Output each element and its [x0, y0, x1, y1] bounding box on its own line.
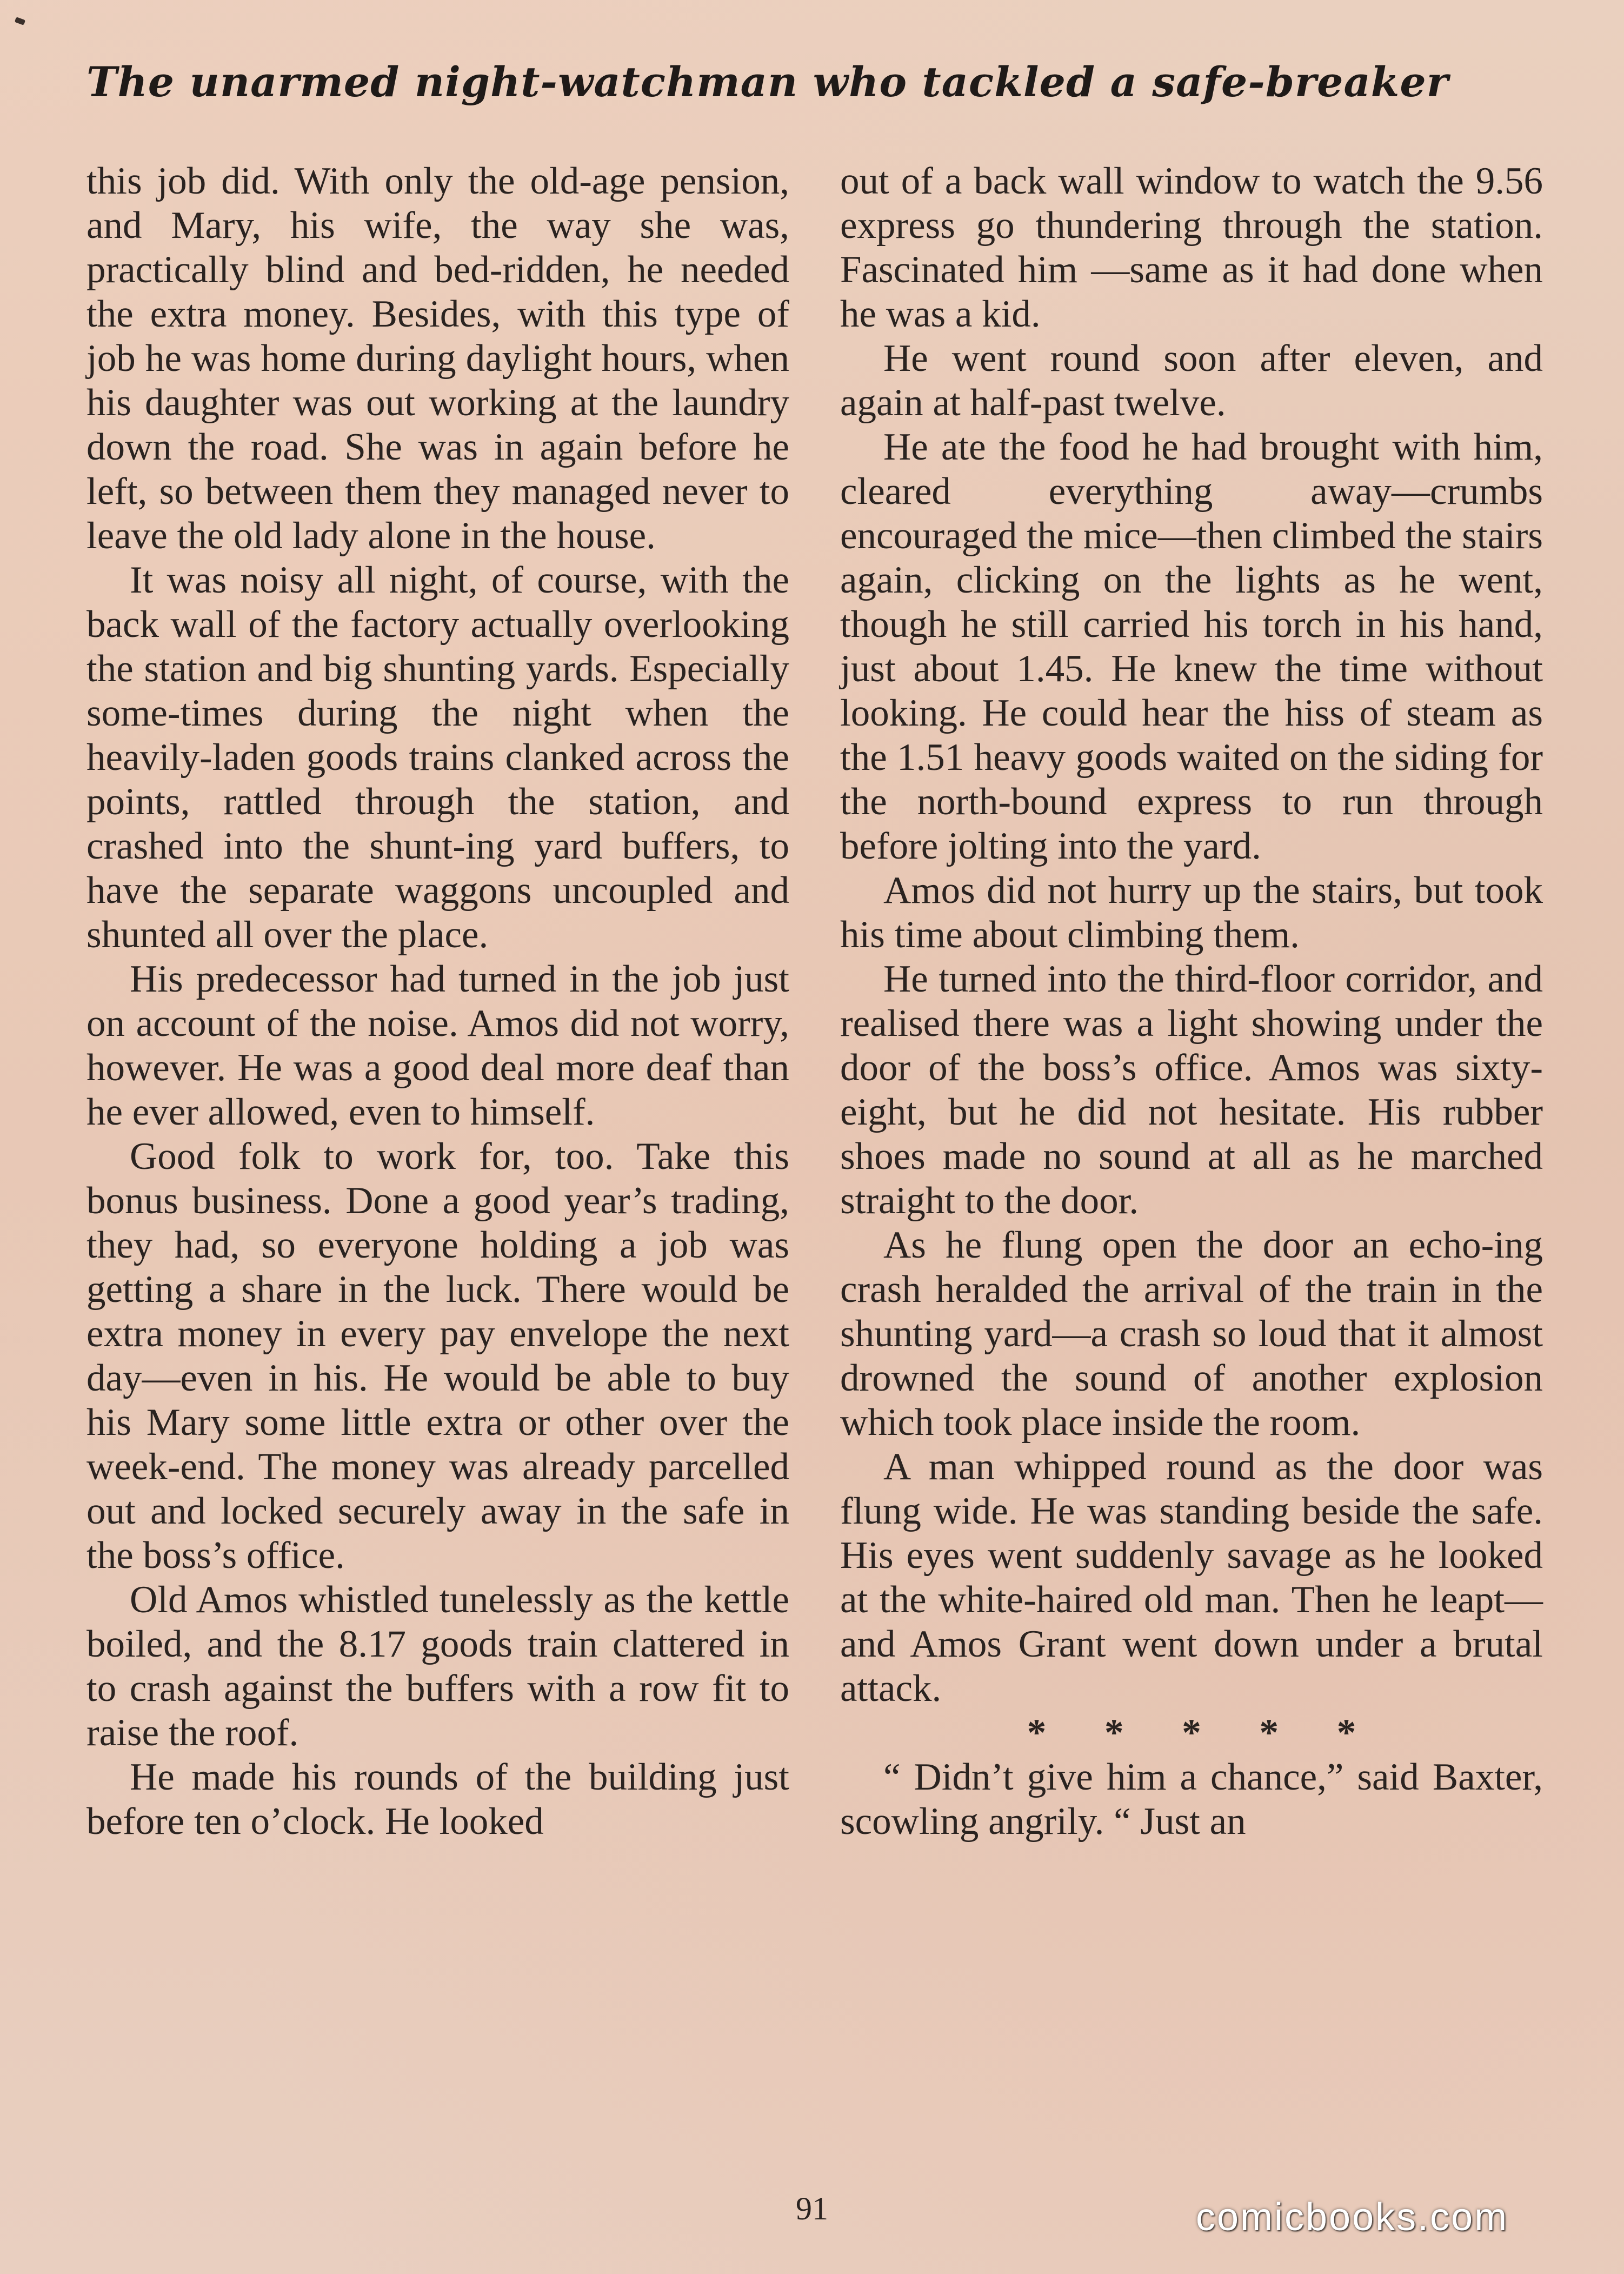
paragraph: out of a back wall window to watch the 9.56 express go thundering through the station. Fascinated him —same as it had done when he was a kid. — [840, 160, 1543, 335]
site-watermark: comicbooks.com — [1196, 2196, 1509, 2239]
paragraph: He ate the food he had brought with him, cleared everything away—crumbs encouraged the mice—then climbed the stairs again, clicking on the lights as he went, though he still carried his torch in his hand, just about 1.45. He knew the time without looking. He could hear the hiss of steam as the 1.51 heavy goods waited on the siding for the north-bound express to run through before jolting into the yard. — [840, 426, 1543, 867]
paragraph: It was noisy all night, of course, with the back wall of the factory actually overlooking the station and big shunting yards. Especially some-times during the night when the heavily-laden goods trains clanked across the points, rattled through the station, and crashed into the shunt-ing yard buffers, to have the separate waggons uncoupled and shunted all over the place. — [86, 559, 789, 956]
section-break: * * * * * — [1027, 1712, 1356, 1754]
paragraph: Amos did not hurry up the stairs, but took his time about climbing them. — [840, 869, 1543, 956]
ink-speck — [15, 17, 25, 25]
paragraph: Good folk to work for, too. Take this bonus business. Done a good year’s trading, they had, so everyone holding a job was getting a share in the luck. There would be extra money in every pay envelope the next day—even in his. He would be able to buy his Mary some little extra or other over the week-end. The money was already parcelled out and locked securely away in the safe in the boss’s office. — [86, 1135, 789, 1577]
paragraph: Old Amos whistled tunelessly as the kettle boiled, and the 8.17 goods train clattered in to crash against the buffers with a row fit to raise the roof. — [86, 1579, 789, 1754]
page-headline: The unarmed night-watchman who tackled a safe-breaker — [86, 58, 1449, 106]
paragraph: His predecessor had turned in the job just on account of the noise. Amos did not worry, however. He was a good deal more deaf than he ever allowed, even to himself. — [86, 958, 789, 1133]
paragraph: A man whipped round as the door was flung wide. He was standing beside the safe. His eyes went suddenly savage as he looked at the white-haired old man. Then he leapt—and Amos Grant went down under a brutal attack. — [840, 1446, 1543, 1710]
page-number: 91 — [796, 2191, 828, 2226]
paragraph: He went round soon after eleven, and again at half-past twelve. — [840, 337, 1543, 424]
paragraph: He made his rounds of the building just before ten o’clock. He looked — [86, 1756, 789, 1843]
paragraph: As he flung open the door an echo-ing crash heralded the arrival of the train in the shunting yard—a crash so loud that it almost drowned the sound of another explosion which took place inside the room. — [840, 1224, 1543, 1444]
right-column — [840, 159, 1543, 1844]
paragraph: He turned into the third-floor corridor, and realised there was a light showing under the door of the boss’s office. Amos was sixty-eight, but he did not hesitate. His rubber shoes made no sound at all as he marched straight to the door. — [840, 958, 1543, 1222]
left-column — [86, 159, 789, 1844]
paragraph: this job did. With only the old-age pension, and Mary, his wife, the way she was, practically blind and bed-ridden, he needed the extra money. Besides, with this type of job he was home during daylight hours, when his daughter was out working at the laundry down the road. She was in again before he left, so between them they managed never to leave the old lady alone in the house. — [86, 160, 789, 557]
paragraph: “ Didn’t give him a chance,” said Baxter, scowling angrily. “ Just an — [840, 1756, 1543, 1843]
